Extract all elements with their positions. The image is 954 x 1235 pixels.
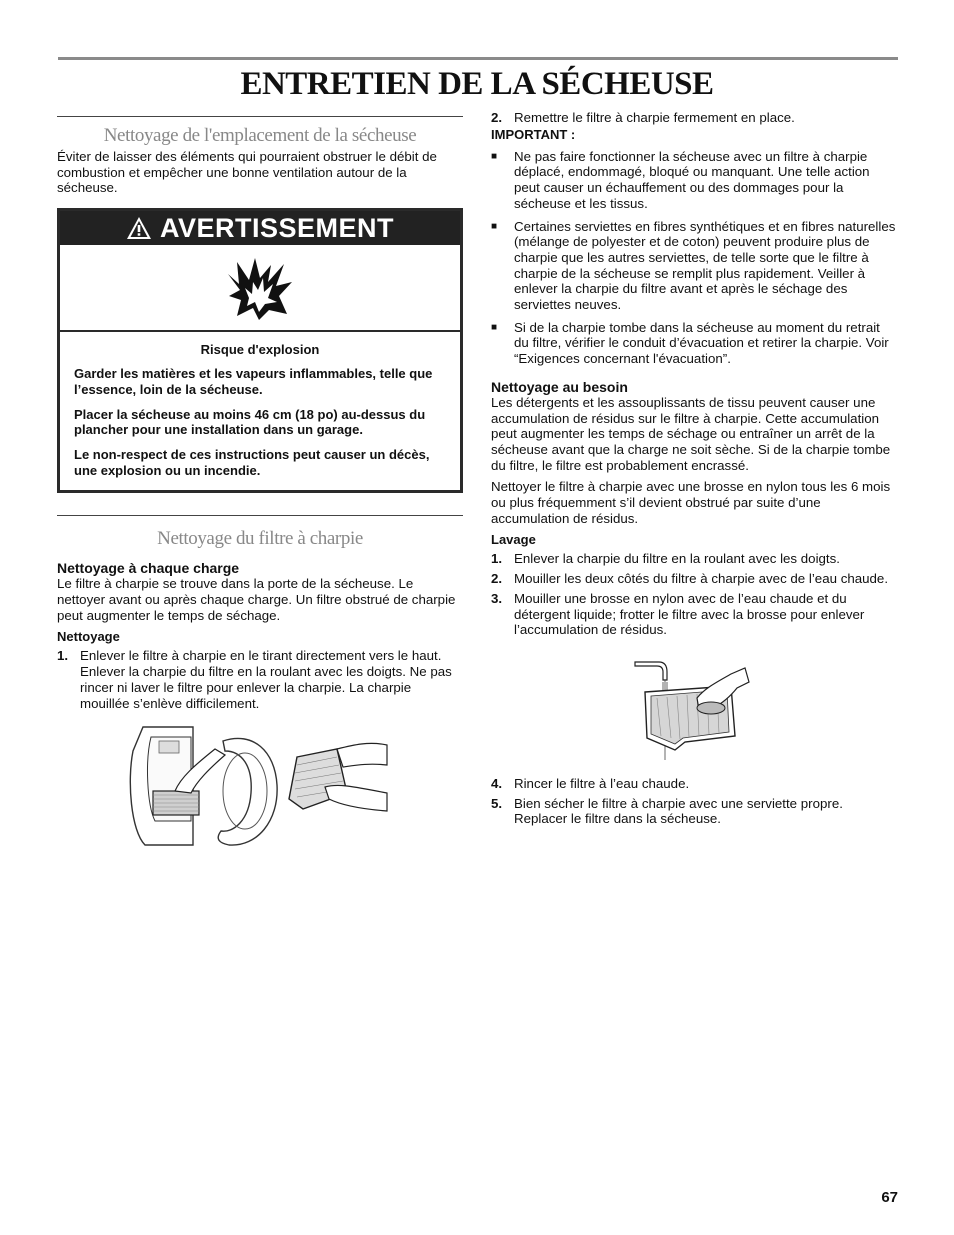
dryer-filter-illustration (125, 721, 395, 849)
step-number: 4. (491, 775, 503, 791)
step-text: Bien sécher le filtre à charpie avec une serviette propre. Replacer le filtre dans la sécheuse. (514, 795, 843, 827)
bullet-text: Si de la charpie tombe dans la sécheuse au moment du retrait du filtre, vérifier le conduit d’évacuation et retirer la charpie. Voir “Exigences concernant l'évacuation”. (514, 319, 889, 367)
wash-label: Lavage (491, 532, 536, 548)
list-item (491, 776, 897, 792)
important-label: IMPORTANT : (491, 126, 576, 142)
step-text: Rincer le filtre à l’eau chaude. (514, 775, 690, 791)
as-needed-heading: Nettoyage au besoin (491, 378, 628, 395)
filter-washing-illustration (633, 652, 753, 764)
bullet-text: Certaines serviettes en fibres synthétiques et en fibres naturelles (mélange de polyester et de coton) peuvent produire plus de charpie que les autres serviettes, de telle sorte que le filtre à charpie de la sécheuse se remplit plus rapidement. Veiller à enlever la charpie du filtre avant et après le séchage des serviettes neuves. (514, 218, 896, 313)
warning-box (57, 208, 463, 493)
list-item (491, 591, 897, 638)
list-item (57, 648, 463, 711)
warning-line: Le non-respect de ces instructions peut causer un décès, une explosion ou un incendie. (74, 446, 430, 478)
explosion-icon-area (60, 245, 460, 332)
warning-body (60, 332, 460, 490)
step-text: Enlever la charpie du filtre en la roulant avec les doigts. (514, 551, 840, 567)
step-number: 3. (491, 590, 503, 606)
step-number: 1. (491, 551, 503, 567)
warning-header (60, 211, 460, 245)
page-number: 67 (881, 1189, 898, 1206)
list-item (491, 551, 897, 567)
warning-title: AVERTISSEMENT (159, 212, 395, 243)
step-number: 2. (491, 110, 503, 125)
location-section-text: Éviter de laisser des éléments qui pourraient obstruer le débit de combustion et empêcher une bonne ventilation autour de la sécheuse. (57, 149, 437, 196)
bullet-icon: ■ (491, 220, 498, 232)
filter-section-heading: Nettoyage du filtre à charpie (157, 528, 363, 550)
top-rule (58, 57, 898, 60)
list-item (491, 149, 897, 212)
section-rule (57, 116, 463, 117)
warning-risk: Risque d'explosion (200, 342, 320, 358)
as-needed-paragraph: Les détergents et les assouplissants de tissu peuvent causer une accumulation de résidus sur le filtre à charpie. Cette accumulation peut augmenter les temps de séchage ou entraîner un arrêt de la sécheuse avant que la charge ne soit sèche. Si de la charpie tombe du filtre, le filtre est probablement encrassé. (491, 394, 891, 473)
list-item (491, 320, 897, 367)
bullet-icon: ■ (491, 321, 498, 333)
each-load-text: Le filtre à charpie se trouve dans la porte de la sécheuse. Le nettoyer avant ou après chaque charge. Un filtre obstrué de charpie peut augmenter le temps de séchage. (57, 576, 456, 623)
bullet-icon: ■ (491, 150, 498, 162)
step-text: Mouiller les deux côtés du filtre à charpie avec de l’eau chaude. (514, 571, 889, 587)
list-item (491, 219, 897, 313)
explosion-icon (225, 256, 295, 322)
step-number: 5. (491, 795, 503, 811)
step-text: Mouiller une brosse en nylon avec de l’eau chaude et du détergent liquide; frotter le filtre avec la brosse pour enlever l’accumulation de résidus. (514, 590, 865, 638)
warning-line: Garder les matières et les vapeurs inflammables, telle que l’essence, loin de la sécheuse. (74, 366, 433, 397)
each-load-heading: Nettoyage à chaque charge (57, 560, 240, 577)
list-item (491, 796, 897, 827)
as-needed-paragraph: Nettoyer le filtre à charpie avec une brosse en nylon tous les 6 mois ou plus fréquemment s’il devient obstrué par suite d’une accumulation de résidus. (491, 479, 891, 526)
left-column (57, 116, 463, 849)
warning-line: Placer la sécheuse au moins 46 cm (18 po) au-dessus du plancher pour une installation dans un garage. (74, 406, 426, 438)
step-number: 2. (491, 571, 503, 587)
list-item (491, 110, 897, 126)
step-text: Remettre le filtre à charpie fermement en place. (514, 110, 795, 125)
warning-triangle-icon (126, 216, 152, 240)
location-section-heading: Nettoyage de l'emplacement de la sécheuse (103, 125, 417, 146)
step-number: 1. (57, 648, 69, 664)
section-rule (57, 515, 463, 516)
cleaning-label: Nettoyage (57, 629, 120, 645)
step-text: Enlever le filtre à charpie en le tirant directement vers le haut. Enlever la charpie du filtre en la roulant avec les doigts. Ne pas rincer ni laver le filtre pour enlever la charpie. La charpie mouillée s’enlève difficilement. (80, 648, 452, 711)
right-column (491, 110, 897, 827)
list-item (491, 571, 897, 587)
page-title: ENTRETIEN DE LA SÉCHEUSE (240, 66, 714, 102)
bullet-text: Ne pas faire fonctionner la sécheuse avec un filtre à charpie déplacé, endommagé, bloqué ou manquant. Une telle action peut causer un échauffement ou des dommages pour la sécheuse et les tissus. (514, 148, 870, 211)
